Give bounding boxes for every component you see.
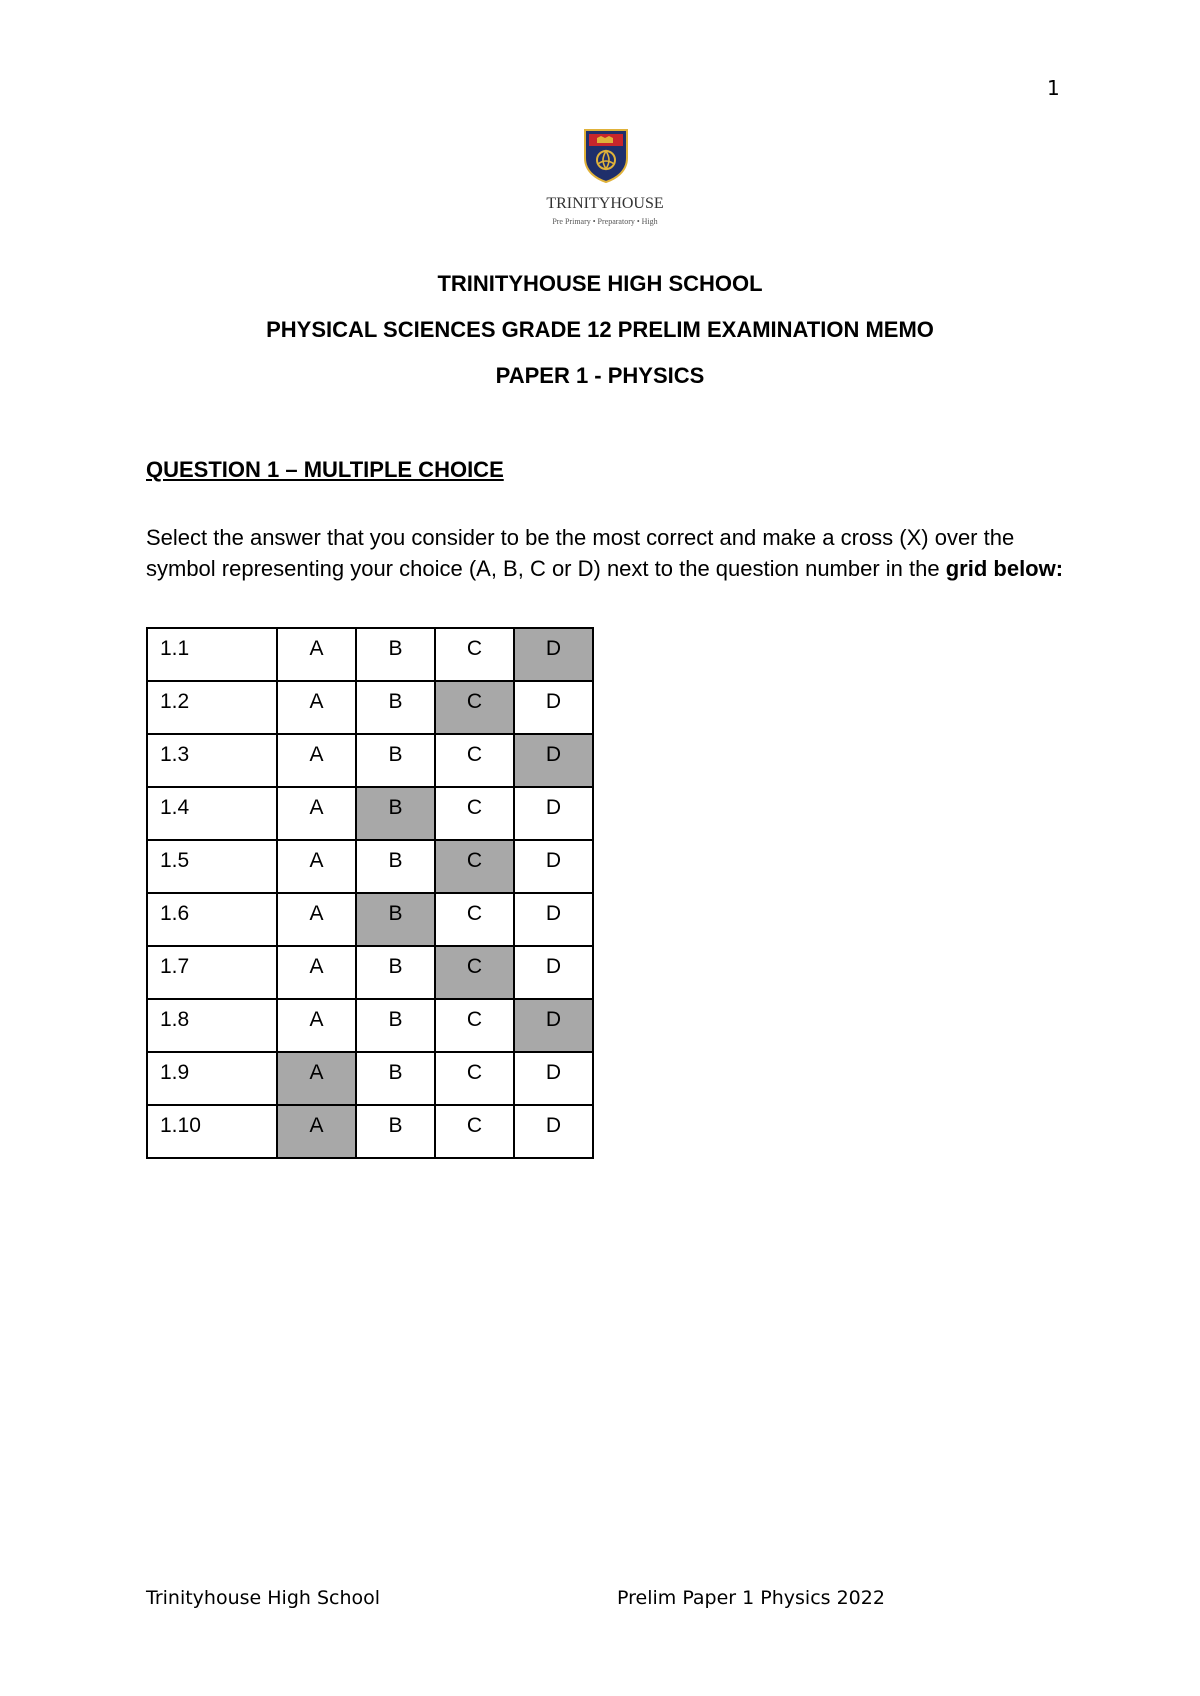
question-number-cell bbox=[147, 1052, 277, 1105]
answer-option-selected[interactable] bbox=[277, 1052, 356, 1105]
answer-option[interactable] bbox=[277, 734, 356, 787]
instructions-bold-text: grid below: bbox=[945, 556, 1064, 581]
question-number-cell bbox=[147, 840, 277, 893]
answer-option-selected[interactable] bbox=[435, 840, 514, 893]
answer-option[interactable] bbox=[435, 628, 514, 681]
option-letter: D bbox=[545, 1008, 562, 1031]
grid-row bbox=[147, 999, 593, 1052]
answer-option[interactable] bbox=[356, 946, 435, 999]
answer-option-selected[interactable] bbox=[277, 1105, 356, 1158]
question-number-cell bbox=[147, 681, 277, 734]
paper-heading: PAPER 1 - PHYSICS bbox=[495, 363, 705, 388]
option-letter: A bbox=[309, 1114, 324, 1137]
answer-option[interactable] bbox=[435, 787, 514, 840]
option-letter: B bbox=[388, 1008, 403, 1031]
option-letter: C bbox=[466, 637, 483, 660]
answer-option[interactable] bbox=[514, 946, 593, 999]
question-number: 1.5 bbox=[160, 849, 190, 872]
option-letter: C bbox=[466, 955, 483, 978]
answer-option-selected[interactable] bbox=[356, 787, 435, 840]
instructions bbox=[146, 522, 1066, 584]
option-letter: A bbox=[309, 796, 324, 819]
answer-option[interactable] bbox=[356, 999, 435, 1052]
grid-row bbox=[147, 734, 593, 787]
answer-option[interactable] bbox=[435, 1052, 514, 1105]
option-letter: C bbox=[466, 1008, 483, 1031]
answer-option[interactable] bbox=[435, 734, 514, 787]
option-letter: D bbox=[545, 743, 562, 766]
answer-option[interactable] bbox=[514, 840, 593, 893]
question-number: 1.7 bbox=[160, 955, 190, 978]
answer-option[interactable] bbox=[356, 1052, 435, 1105]
answer-option[interactable] bbox=[514, 681, 593, 734]
answer-option[interactable] bbox=[356, 681, 435, 734]
option-letter: A bbox=[309, 849, 324, 872]
school-logo bbox=[545, 128, 665, 232]
option-letter: D bbox=[545, 955, 562, 978]
logo-tagline: Pre Primary • Preparatory • High bbox=[552, 217, 658, 226]
question-number-cell bbox=[147, 946, 277, 999]
option-letter: A bbox=[309, 955, 324, 978]
answer-option[interactable] bbox=[435, 999, 514, 1052]
answer-option[interactable] bbox=[277, 946, 356, 999]
grid-row bbox=[147, 787, 593, 840]
option-letter: D bbox=[545, 796, 562, 819]
grid-row bbox=[147, 893, 593, 946]
option-letter: A bbox=[309, 902, 324, 925]
answer-option-selected[interactable] bbox=[514, 734, 593, 787]
question-number: 1.2 bbox=[160, 690, 190, 713]
option-letter: C bbox=[466, 849, 483, 872]
answer-option[interactable] bbox=[277, 840, 356, 893]
grid-row bbox=[147, 840, 593, 893]
answer-option-selected[interactable] bbox=[356, 893, 435, 946]
answer-option[interactable] bbox=[514, 893, 593, 946]
option-letter: A bbox=[309, 1008, 324, 1031]
answer-option[interactable] bbox=[435, 1105, 514, 1158]
answer-option[interactable] bbox=[277, 681, 356, 734]
question-number: 1.9 bbox=[160, 1061, 190, 1084]
option-letter: B bbox=[388, 955, 403, 978]
school-crest-icon bbox=[583, 128, 629, 184]
option-letter: B bbox=[388, 637, 403, 660]
option-letter: D bbox=[545, 902, 562, 925]
answer-option[interactable] bbox=[356, 1105, 435, 1158]
answer-option[interactable] bbox=[356, 628, 435, 681]
footer-paper: Prelim Paper 1 Physics 2022 bbox=[617, 1587, 885, 1609]
question-number: 1.4 bbox=[160, 796, 190, 819]
option-letter: D bbox=[545, 1114, 562, 1137]
option-letter: A bbox=[309, 637, 324, 660]
answer-option-selected[interactable] bbox=[514, 999, 593, 1052]
question-number-cell bbox=[147, 787, 277, 840]
question-number-cell bbox=[147, 628, 277, 681]
option-letter: D bbox=[545, 637, 562, 660]
option-letter: C bbox=[466, 1061, 483, 1084]
grid-row bbox=[147, 946, 593, 999]
answer-option-selected[interactable] bbox=[435, 681, 514, 734]
option-letter: B bbox=[388, 1114, 403, 1137]
footer-school: Trinityhouse High School bbox=[146, 1587, 381, 1609]
question-number: 1.1 bbox=[160, 637, 190, 660]
answer-option[interactable] bbox=[514, 1105, 593, 1158]
answer-option[interactable] bbox=[277, 628, 356, 681]
answer-option[interactable] bbox=[356, 734, 435, 787]
page-number: 1 bbox=[1047, 76, 1060, 100]
option-letter: B bbox=[388, 690, 403, 713]
option-letter: C bbox=[466, 796, 483, 819]
answer-option[interactable] bbox=[514, 787, 593, 840]
instructions-text: Select the answer that you consider to be the most correct and make a cross (X) over the symbol representing your choice (A, B, C or D) next to the question number in the bbox=[146, 525, 1015, 581]
answer-option[interactable] bbox=[277, 787, 356, 840]
question-number-cell bbox=[147, 1105, 277, 1158]
option-letter: B bbox=[388, 902, 403, 925]
answer-option[interactable] bbox=[514, 1052, 593, 1105]
question-number-cell bbox=[147, 734, 277, 787]
answer-option[interactable] bbox=[435, 893, 514, 946]
question-number-cell bbox=[147, 893, 277, 946]
option-letter: D bbox=[545, 690, 562, 713]
answer-option[interactable] bbox=[277, 999, 356, 1052]
question-number: 1.3 bbox=[160, 743, 190, 766]
question-number: 1.6 bbox=[160, 902, 190, 925]
answer-grid bbox=[146, 627, 594, 1159]
answer-option[interactable] bbox=[356, 840, 435, 893]
option-letter: B bbox=[388, 796, 403, 819]
school-heading: TRINITYHOUSE HIGH SCHOOL bbox=[437, 271, 763, 296]
answer-option[interactable] bbox=[277, 893, 356, 946]
question-title: QUESTION 1 – MULTIPLE CHOICE bbox=[146, 457, 504, 482]
answer-option-selected[interactable] bbox=[514, 628, 593, 681]
grid-row bbox=[147, 628, 593, 681]
option-letter: C bbox=[466, 690, 483, 713]
option-letter: D bbox=[545, 1061, 562, 1084]
option-letter: C bbox=[466, 1114, 483, 1137]
grid-row bbox=[147, 1052, 593, 1105]
option-letter: A bbox=[309, 743, 324, 766]
question-number-cell bbox=[147, 999, 277, 1052]
logo-name: TRINITYHOUSE bbox=[546, 195, 664, 212]
answer-option-selected[interactable] bbox=[435, 946, 514, 999]
option-letter: B bbox=[388, 743, 403, 766]
question-number: 1.8 bbox=[160, 1008, 190, 1031]
option-letter: A bbox=[309, 1061, 324, 1084]
option-letter: D bbox=[545, 849, 562, 872]
option-letter: C bbox=[466, 902, 483, 925]
question-number: 1.10 bbox=[160, 1114, 201, 1137]
grid-row bbox=[147, 1105, 593, 1158]
option-letter: A bbox=[309, 690, 324, 713]
option-letter: B bbox=[388, 849, 403, 872]
grid-row bbox=[147, 681, 593, 734]
option-letter: C bbox=[466, 743, 483, 766]
exam-heading: PHYSICAL SCIENCES GRADE 12 PRELIM EXAMINATION MEMO bbox=[266, 317, 934, 342]
option-letter: B bbox=[388, 1061, 403, 1084]
